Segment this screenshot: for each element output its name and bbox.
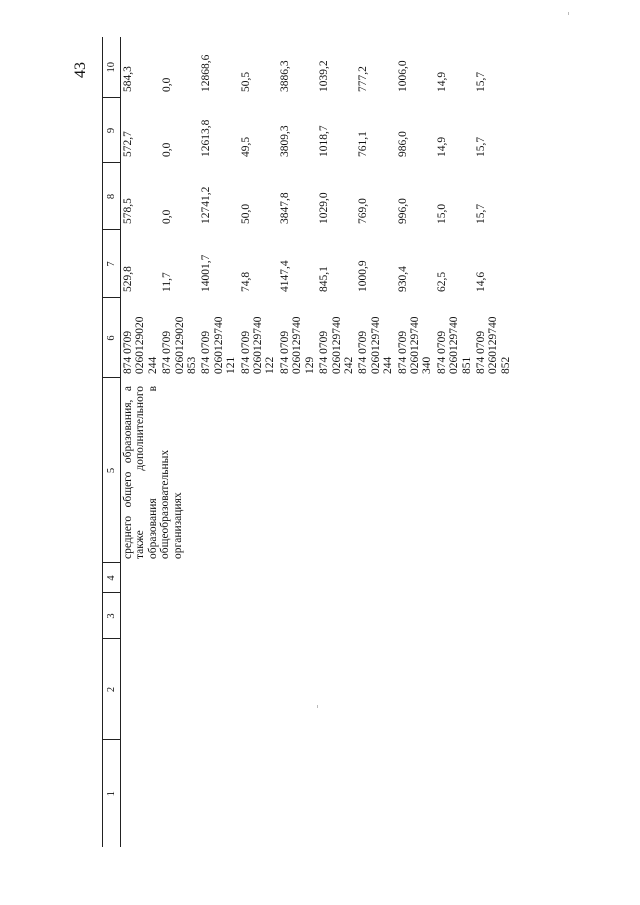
cell-col4 <box>356 563 395 593</box>
cell-col3 <box>317 593 356 639</box>
cell-col10-value: 50,5 <box>239 71 252 92</box>
cell-col10-value: 15,7 <box>474 71 487 92</box>
cell-col9-value: 0,0 <box>161 142 174 157</box>
cell-col9-value: 15,7 <box>474 136 487 157</box>
cell-col1 <box>278 740 317 847</box>
cell-col8-value: 578,5 <box>122 198 134 224</box>
cell-col7-value: 845,1 <box>318 266 331 292</box>
cell-col10-value: 1006,0 <box>396 60 409 92</box>
scan-mark <box>317 705 318 708</box>
cell-col3 <box>396 593 435 639</box>
cell-budget-code: 874 0709 0260129740 340 <box>396 316 434 374</box>
cell-col8-value: 15,0 <box>435 203 448 224</box>
col-header-7: 7 <box>103 230 121 298</box>
cell-col9-value: 3809,3 <box>278 125 291 157</box>
cell-col9-value: 1018,7 <box>318 125 331 157</box>
scan-mark <box>568 12 569 15</box>
cell-col3 <box>356 593 395 639</box>
cell-budget-code: 874 0709 0260129740 129 <box>278 316 316 374</box>
cell-col4 <box>435 563 474 593</box>
cell-description: среднего общего образования, а также дополнительного образования в общеобразовательных организациях <box>122 386 184 559</box>
cell-col10-value: 777,2 <box>357 66 370 92</box>
cell-col8-value: 769,0 <box>357 198 370 224</box>
cell-col7-value: 1000,9 <box>357 260 370 292</box>
cell-col3 <box>121 593 161 639</box>
cell-col1 <box>239 740 278 847</box>
cell-col4 <box>474 563 526 593</box>
cell-col7-value: 11,7 <box>161 272 174 292</box>
cell-col7-value: 930,4 <box>396 266 409 292</box>
cell-col3 <box>160 593 199 639</box>
cell-budget-code: 874 0709 0260129740 121 <box>200 316 238 374</box>
cell-col7-value: 14001,7 <box>200 254 213 292</box>
col-header-3: 3 <box>103 593 121 639</box>
cell-col10-value: 12868,6 <box>200 54 213 92</box>
cell-col1 <box>121 740 161 847</box>
cell-col2 <box>160 639 199 740</box>
budget-table <box>102 37 526 847</box>
cell-col8-value: 1029,0 <box>318 192 331 224</box>
column-number-row <box>103 37 121 847</box>
cell-col9-value: 12613,8 <box>200 119 213 157</box>
cell-budget-code: 874 0709 0260129740 244 <box>357 316 395 374</box>
cell-col7-value: 62,5 <box>435 271 448 292</box>
cell-col2 <box>278 639 317 740</box>
cell-col9-value: 761,1 <box>357 131 370 157</box>
cell-col9-value: 572,7 <box>122 131 134 157</box>
cell-col4 <box>239 563 278 593</box>
cell-col9-value: 986,0 <box>396 131 409 157</box>
cell-col7-value: 74,8 <box>239 271 252 292</box>
cell-col1 <box>435 740 474 847</box>
cell-budget-code: 874 0709 0260129740 851 <box>435 316 473 374</box>
cell-col3 <box>199 593 238 639</box>
rotated-table-page <box>102 37 582 847</box>
cell-col8-value: 0,0 <box>161 209 174 224</box>
cell-col2 <box>239 639 278 740</box>
cell-col2 <box>474 639 526 740</box>
cell-col2 <box>199 639 238 740</box>
cell-col2 <box>356 639 395 740</box>
cell-col2 <box>317 639 356 740</box>
col-header-2: 2 <box>103 639 121 740</box>
cell-col8-value: 3847,8 <box>278 192 291 224</box>
cell-col4 <box>278 563 317 593</box>
cell-budget-code: 874 0709 0260129740 122 <box>239 316 277 374</box>
cell-col10-value: 3886,3 <box>278 60 291 92</box>
cell-col10-value: 1039,2 <box>318 60 331 92</box>
table-row <box>121 37 161 847</box>
cell-col10-value: 584,3 <box>122 66 134 92</box>
cell-col4 <box>160 563 199 593</box>
cell-col2 <box>435 639 474 740</box>
cell-col1 <box>160 740 199 847</box>
col-header-5: 5 <box>103 378 121 563</box>
cell-col3 <box>435 593 474 639</box>
cell-col3 <box>278 593 317 639</box>
cell-col4 <box>199 563 238 593</box>
cell-col7-value: 529,8 <box>122 266 134 292</box>
cell-col3 <box>474 593 526 639</box>
col-header-8: 8 <box>103 163 121 230</box>
col-header-10: 10 <box>103 37 121 98</box>
cell-budget-code: 874 0709 0260129020 244 <box>122 316 159 374</box>
cell-col7-value: 14,6 <box>474 271 487 292</box>
col-header-6: 6 <box>103 298 121 378</box>
cell-budget-code: 874 0709 0260129740 852 <box>474 316 512 374</box>
cell-col2 <box>396 639 435 740</box>
cell-col4 <box>396 563 435 593</box>
cell-col9-value: 49,5 <box>239 136 252 157</box>
cell-col8-value: 15,7 <box>474 203 487 224</box>
cell-col1 <box>396 740 435 847</box>
cell-col8-value: 996,0 <box>396 198 409 224</box>
cell-col3 <box>239 593 278 639</box>
col-header-9: 9 <box>103 98 121 163</box>
cell-col1 <box>317 740 356 847</box>
cell-col10-value: 0,0 <box>161 77 174 92</box>
cell-col9-value: 14,9 <box>435 136 448 157</box>
cell-col1 <box>474 740 526 847</box>
cell-budget-code: 874 0709 0260129020 853 <box>161 316 199 374</box>
cell-col7-value: 4147,4 <box>278 260 291 292</box>
cell-col10-value: 14,9 <box>435 71 448 92</box>
col-header-4: 4 <box>103 563 121 593</box>
cell-col1 <box>199 740 238 847</box>
cell-col8-value: 50,0 <box>239 203 252 224</box>
cell-col2 <box>121 639 161 740</box>
cell-col1 <box>356 740 395 847</box>
cell-budget-code: 874 0709 0260129740 242 <box>318 316 355 374</box>
cell-col4 <box>317 563 356 593</box>
page-number: 43 <box>72 62 89 78</box>
cell-col8-value: 12741,2 <box>200 186 213 224</box>
col-header-1: 1 <box>103 740 121 847</box>
cell-col4 <box>121 563 161 593</box>
